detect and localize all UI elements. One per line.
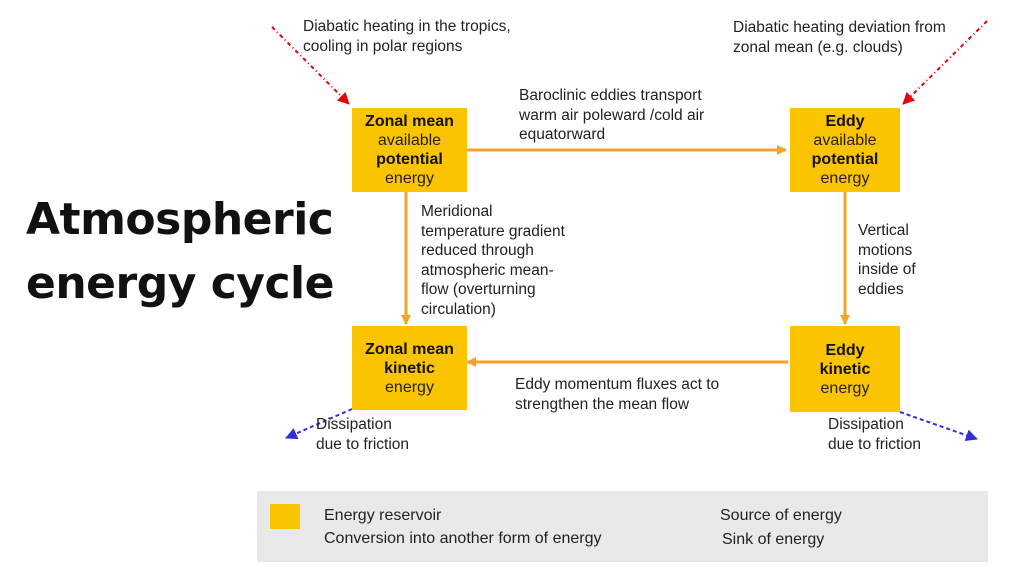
legend-reservoir-label: Energy reservoir: [324, 507, 442, 524]
box-zonal-ke-line3: energy: [385, 378, 434, 396]
label-baroclinic: Baroclinic eddies transport warm air poleward /cold air equatorward: [519, 87, 705, 143]
legend-reservoir-swatch: [270, 504, 300, 529]
box-zonal-ape-line2: available: [377, 132, 442, 149]
box-zonal-mean-ke: [352, 326, 467, 410]
box-zonal-mean-ape: [352, 108, 467, 192]
box-zonal-ape-line4: energy: [385, 170, 434, 187]
box-zonal-ape-line1: Zonal mean: [365, 113, 454, 130]
title-line-2: energy cycle: [26, 258, 334, 309]
label-meridional: Meridional temperature gradient reduced through atmospheric mean- flow (overturning circulation): [421, 203, 565, 318]
label-momentum: Eddy momentum fluxes act to strengthen the mean flow: [515, 376, 720, 413]
box-zonal-ke-line2: kinetic: [384, 359, 435, 377]
box-eddy-ape-line2: available: [813, 132, 877, 149]
box-eddy-ape-line1: Eddy: [825, 113, 865, 130]
label-dissipation-right: Dissipation due to friction: [828, 416, 922, 453]
label-source-right: Diabatic heating deviation from zonal mean (e.g. clouds): [733, 19, 946, 56]
box-eddy-ke: [790, 326, 900, 412]
box-eddy-ke-line3: energy: [820, 379, 870, 397]
box-zonal-ape-line3: potential: [376, 151, 443, 168]
label-dissipation-left: Dissipation due to friction: [316, 416, 410, 453]
legend-conversion-label: Conversion into another form of energy: [324, 530, 602, 547]
title-line-1: Atmospheric: [26, 194, 334, 245]
legend-source-label: Source of energy: [720, 507, 842, 524]
box-eddy-ape: [790, 108, 900, 192]
box-eddy-ke-line2: kinetic: [819, 360, 871, 378]
box-zonal-ke-line1: Zonal mean: [365, 340, 454, 358]
legend-panel: [257, 491, 988, 562]
box-eddy-ape-line3: potential: [811, 151, 879, 168]
box-eddy-ke-line1: Eddy: [825, 341, 865, 359]
legend-sink-label: Sink of energy: [722, 531, 825, 548]
label-vertical: Vertical motions inside of eddies: [858, 222, 916, 298]
box-eddy-ape-line4: energy: [820, 170, 870, 187]
label-source-left: Diabatic heating in the tropics, cooling in polar regions: [303, 18, 511, 55]
